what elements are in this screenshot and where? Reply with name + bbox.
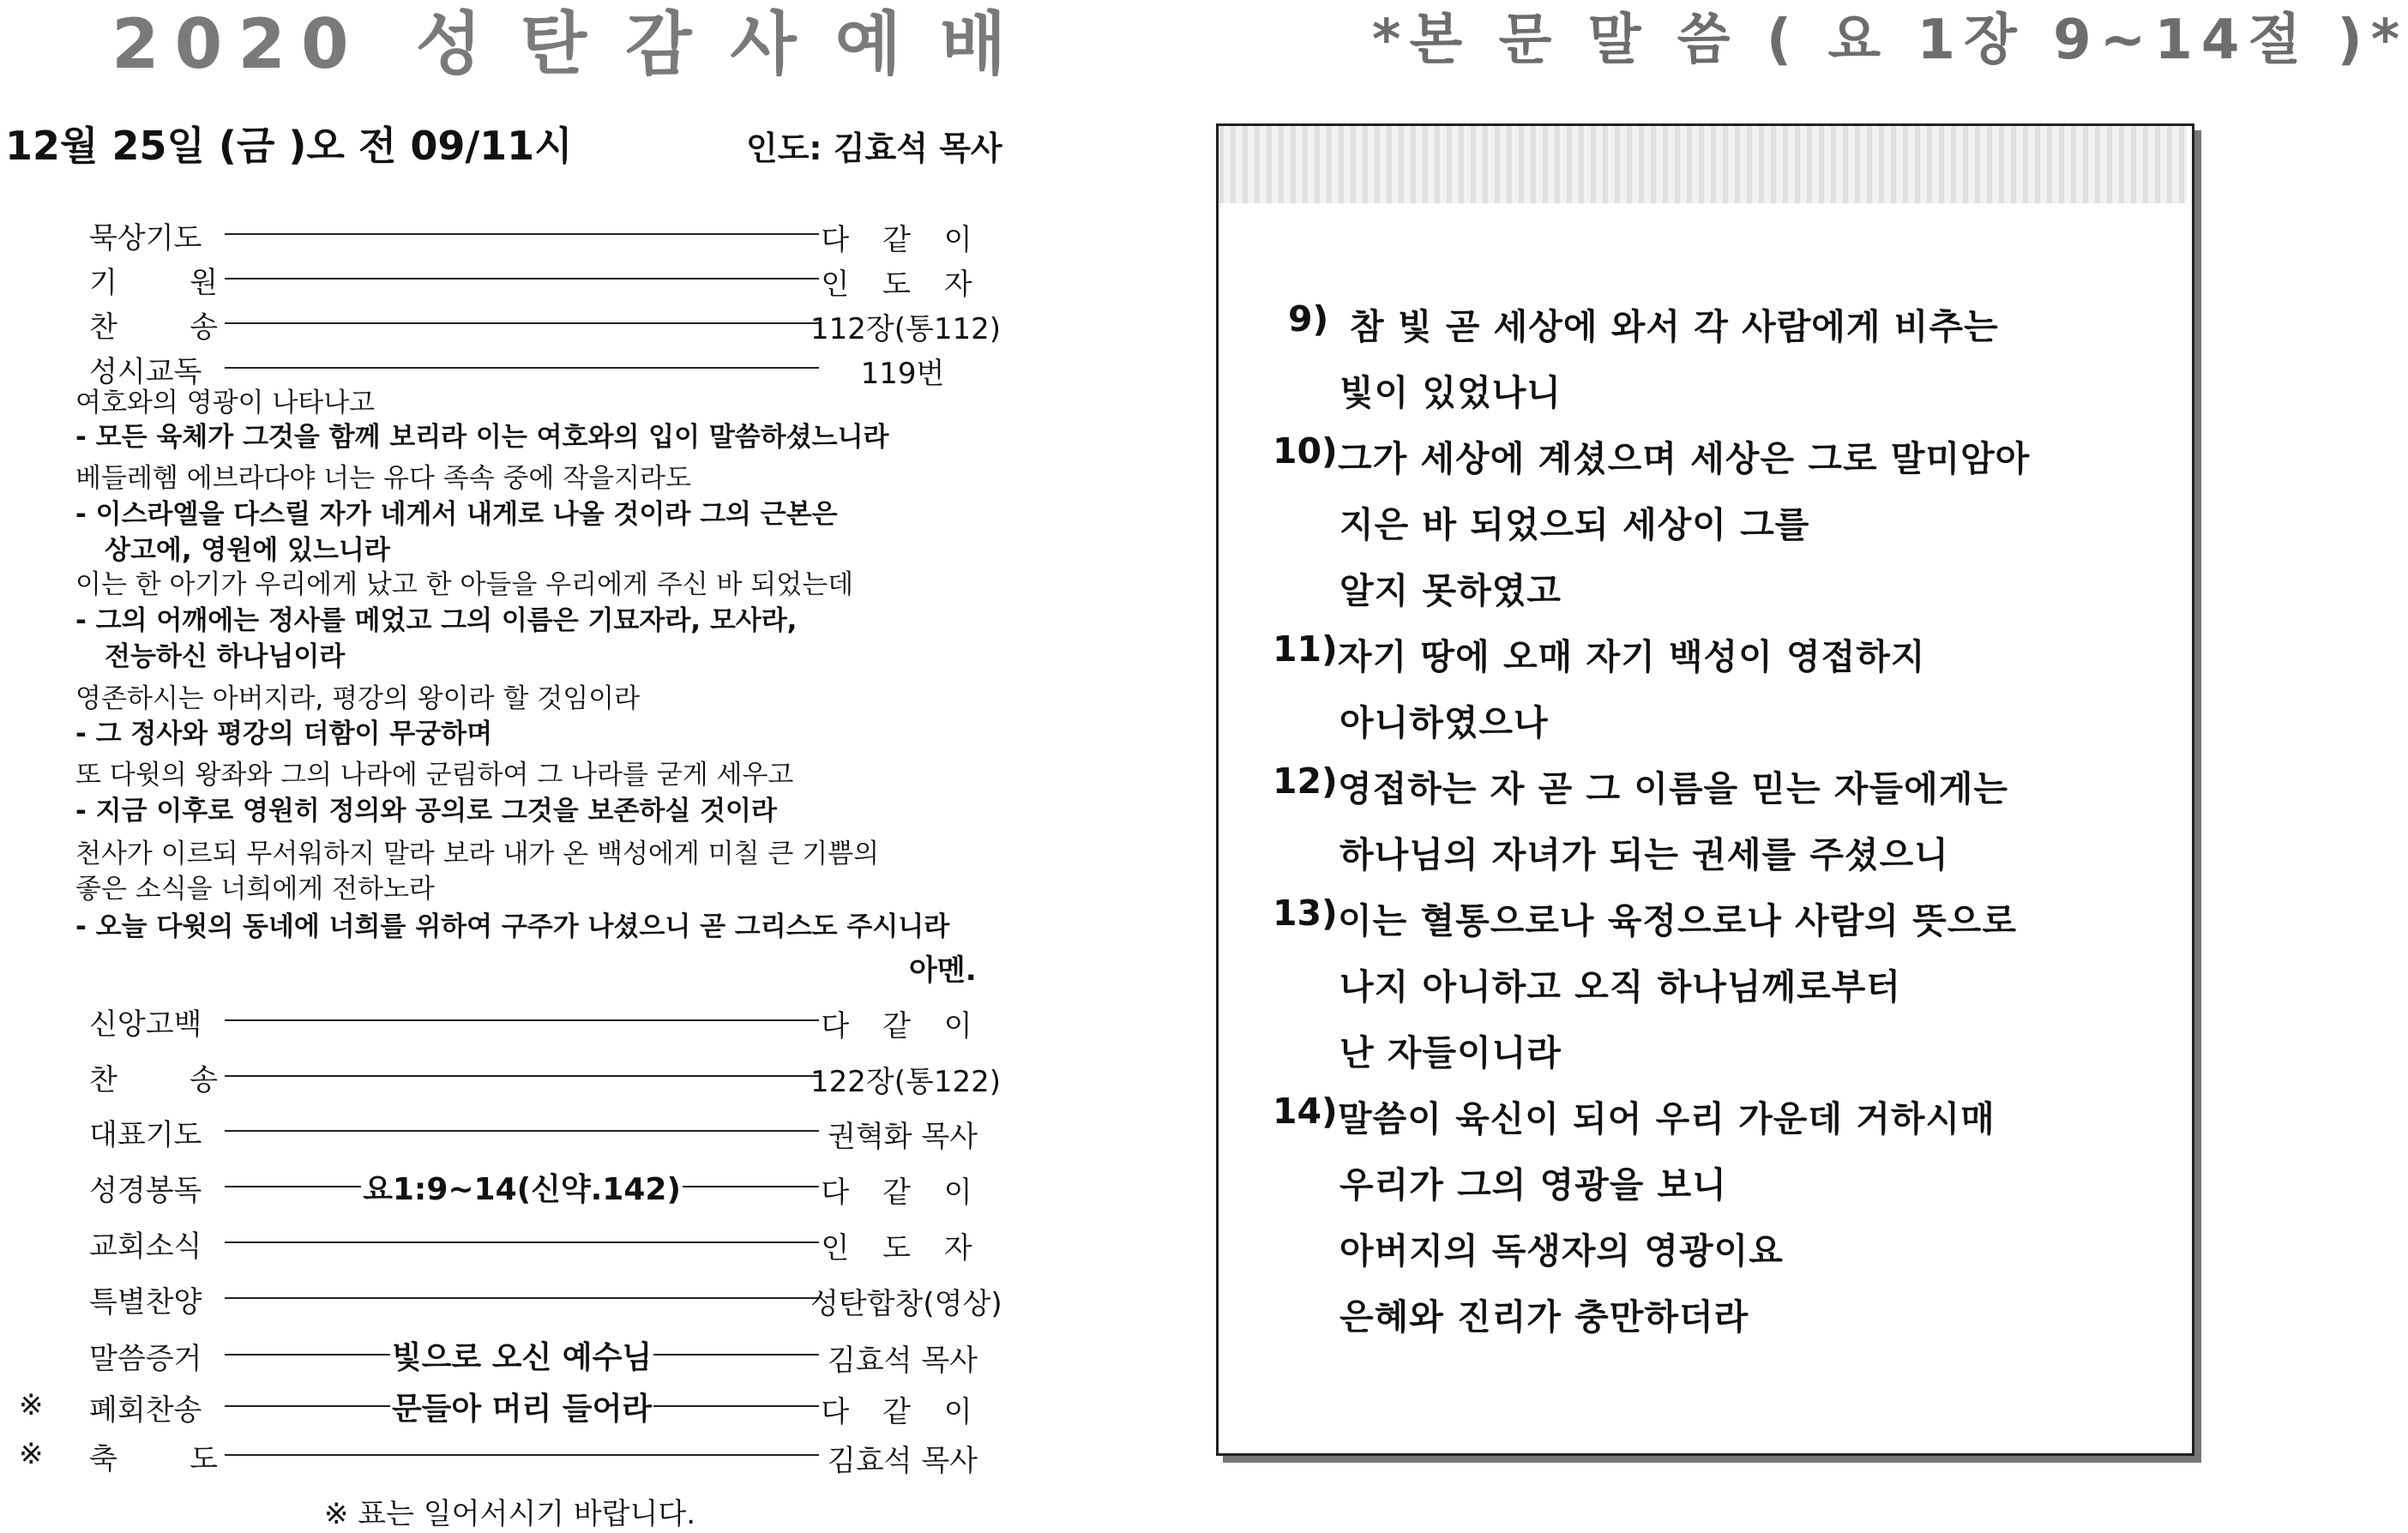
leader-line [225,322,819,324]
reading-line-leader: 또 다윗의 왕좌와 그의 나라에 군림하여 그 나라를 굳게 세우고 [75,760,794,791]
program-item [89,1056,218,1098]
program-item [89,1435,218,1477]
verse-line: 아버지의 독생자의 영광이요 [1339,1230,1784,1271]
leader-line [225,233,819,235]
reading-line-leader: 이는 한 아기가 우리에게 났고 한 아들을 우리에게 주신 바 되었는데 [75,569,854,600]
verse-line: 이는 혈통으로나 육정으로나 사람의 뜻으로 [1338,900,2018,941]
program-detail-text: 요1:9~14(신약.142) [363,1172,681,1207]
program-item: 묵상기도 [89,221,202,256]
program-item-char: 기 [89,266,117,300]
verse-line: 난 자들이니라 [1339,1032,1562,1073]
verse-line: 우리가 그의 영광을 보니 [1339,1164,1727,1205]
program-item: 성시교독 [89,355,202,389]
reading-line-congregation: - 이스라엘을 다스릴 자가 네게서 내게로 나올 것이라 그의 근본은 [75,499,838,530]
verse-number: 14) [1273,1091,1338,1132]
bulletin-title [111,4,1045,84]
program-responsible: 119번 [860,357,945,391]
verse-number: 12) [1273,760,1338,802]
reading-line-congregation: - 지금 이후로 영원히 정의와 공의로 그것을 보존하실 것이라 [75,796,777,827]
program-detail-text: 빛으로 오신 예수님 [391,1340,653,1375]
scripture-title: *본 문 말 씀 ( 요 1장 9~14절 )* [1372,9,2408,72]
program-row [0,1163,1029,1210]
program-responsible: 인 도 자 [821,1231,984,1265]
program-detail [225,1385,819,1428]
reading-line-congregation: 전능하신 하나님이라 [105,641,346,672]
program-item: 특별찬양 [89,1285,202,1320]
program-responsible: 성탄합창(영상) [810,1287,1002,1321]
leader-line [225,1454,819,1456]
program-item-char: 찬 [89,1063,117,1097]
verse-line: 하나님의 자녀가 되는 권세를 주셨으니 [1339,834,1949,875]
verse-line: 영접하는 자 곧 그 이름을 믿는 자들에게는 [1338,768,2008,809]
reading-line-leader: 여호와의 영광이 나타나고 [75,388,376,418]
program-responsible: 김효석 목사 [827,1344,978,1378]
program-row [0,345,1029,391]
reading-line-congregation: - 그 정사와 평강의 더함이 무궁하며 [75,718,493,749]
program-detail [225,1165,819,1209]
reading-line-congregation: - 그의 어깨에는 정사를 메었고 그의 이름은 기묘자라, 모사라, [75,605,798,636]
program-responsible: 다 같 이 [821,1395,984,1429]
verse-line: 나지 아니하고 오직 하나님께로부터 [1339,966,1901,1007]
program-row [0,1432,1029,1478]
reading-line-congregation: 상고에, 영원에 있느니라 [105,535,390,566]
program-responsible: 다 같 이 [821,1175,984,1210]
program-item: 말씀증거 [89,1342,202,1376]
reading-line-leader: 베들레헴 에브라다야 너는 유다 족속 중에 작을지라도 [75,463,691,494]
program-item: 교회소식 [89,1229,202,1264]
leader-line [225,1130,819,1132]
verse-line: 그가 세상에 계셨으며 세상은 그로 말미암아 [1338,438,2031,479]
title-year: 2020 [111,4,364,84]
verse-number: 13) [1273,893,1338,934]
reading-line-leader: 천사가 이르되 무서워하지 말라 보라 내가 온 백성에게 미칠 큰 기쁨의 [75,839,880,869]
title-words: 성탄감사예배 [415,4,1045,84]
verse-line: 아니하였으나 [1339,702,1549,743]
program-row [0,211,1029,257]
verse-line: 자기 땅에 오매 자기 백성이 영접하지 [1338,636,1926,677]
program-item-char: 송 [190,1063,218,1097]
program-row [0,1383,1029,1429]
leader-line [225,367,819,369]
standing-mark: ※ [19,1437,44,1471]
leader-line [225,1297,819,1299]
program-row [0,256,1029,302]
program-row [0,1275,1029,1321]
program-responsible: 다 같 이 [821,1009,984,1043]
reading-line-leader: 좋은 소식을 너희에게 전하노라 [75,874,435,905]
program-detail-text: 문들아 머리 들어라 [391,1392,653,1427]
verse-line: 말씀이 육신이 되어 우리 가운데 거하시매 [1338,1098,1996,1139]
program-item [89,259,218,301]
leader-line [225,1019,819,1021]
program-row [0,1219,1029,1265]
program-responsible: 권혁화 목사 [827,1120,978,1154]
leader-line [225,1075,819,1077]
program-responsible: 인 도 자 [821,268,984,302]
program-item: 폐회찬송 [89,1393,202,1428]
program-responsible: 다 같 이 [821,223,984,257]
reading-line-congregation: - 오늘 다윗의 동네에 너희를 위하여 구주가 나셨으니 곧 그리스도 주시니라 [75,911,950,942]
program-item-char: 찬 [89,310,117,345]
program-responsible: 김효석 목사 [827,1444,978,1478]
reading-line-congregation: - 모든 육체가 그것을 함께 보리라 이는 여호와의 입이 말씀하셨느니라 [75,422,889,453]
verse-line: 알지 못하였고 [1339,570,1562,611]
verse-line: 빛이 있었나니 [1339,372,1562,413]
program-item-char: 축 [89,1442,117,1476]
program-item-char: 원 [190,266,218,300]
program-row [0,1053,1029,1099]
program-detail [225,1333,819,1377]
program-item: 성경봉독 [89,1174,202,1208]
standing-note: ※ 표는 일어서시기 바랍니다. [324,1497,696,1531]
standing-mark: ※ [19,1388,44,1422]
leader-line [225,1241,819,1243]
program-item-char: 송 [190,310,218,345]
program-responsible: 122장(통122) [810,1065,1002,1099]
scripture-box-decoration [1219,126,2187,203]
reading-line-congregation: 아멘. [909,953,977,988]
program-item: 신앙고백 [89,1007,202,1042]
service-leader: 인도: 김효석 목사 [746,129,1002,167]
leader-line [225,278,819,280]
program-row [0,300,1029,346]
verse-line: 은혜와 진리가 충만하더라 [1339,1296,1749,1338]
program-item: 대표기도 [89,1118,202,1152]
program-item-char: 도 [190,1442,218,1476]
verse-number: 10) [1273,430,1338,472]
verse-number: 11) [1273,628,1338,670]
verse-line: 지은 바 되었으되 세상이 그를 [1339,504,1810,545]
verse-line: 참 빛 곧 세상에 와서 각 사람에게 비추는 [1350,306,1999,347]
program-item [89,304,218,346]
verse-number: 9) [1288,298,1329,340]
program-row [0,1332,1029,1378]
program-row [0,997,1029,1043]
program-row [0,1108,1029,1154]
service-date-time: 12월 25일 (금 )오 전 09/11시 [5,123,573,169]
reading-line-leader: 영존하시는 아버지라, 평강의 왕이라 할 것임이라 [75,683,641,714]
program-responsible: 112장(통112) [810,312,1002,346]
